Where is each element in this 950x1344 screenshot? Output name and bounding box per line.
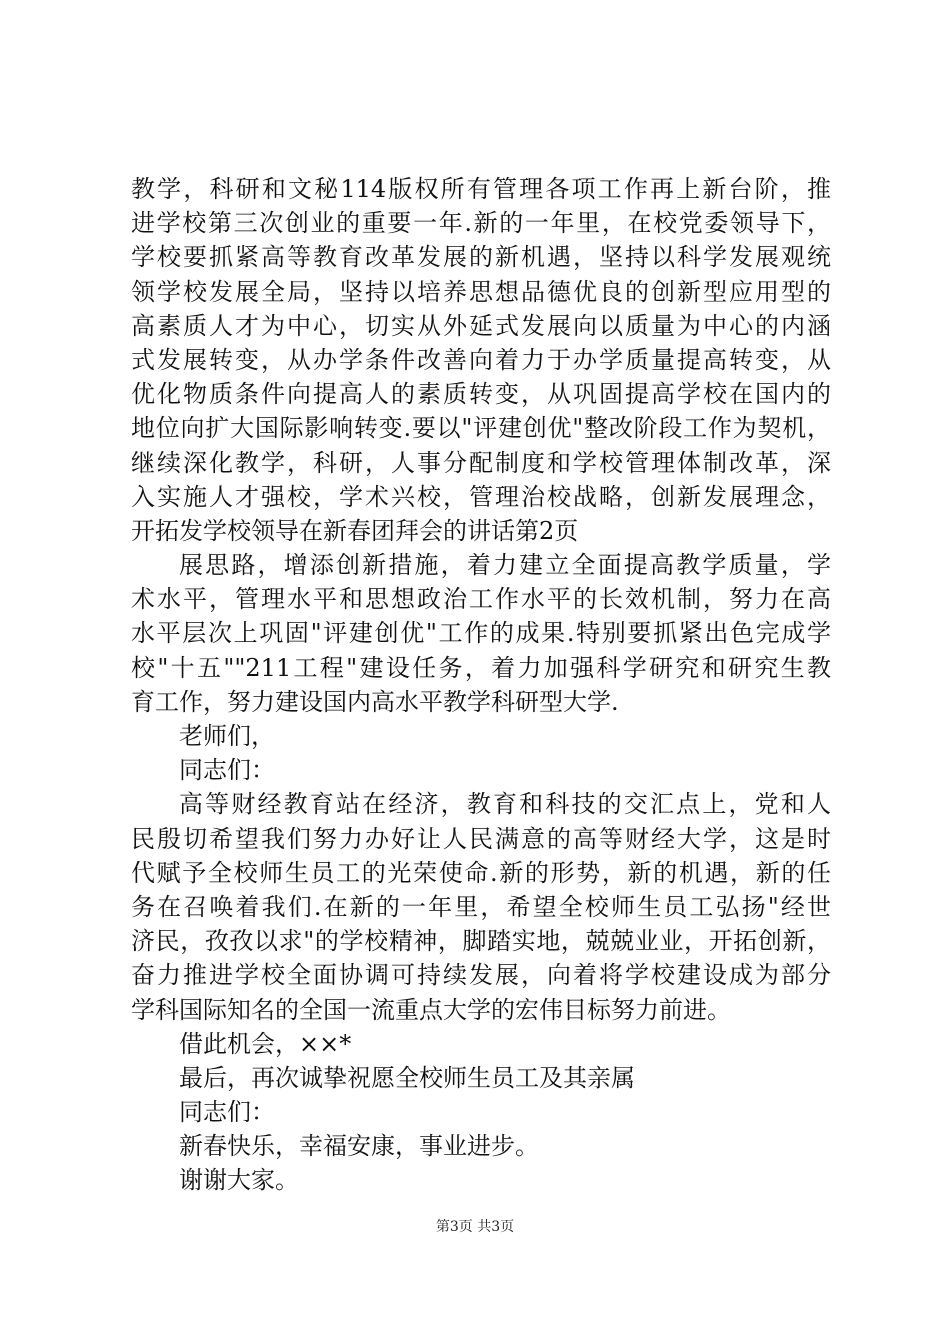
text-line: 民殷切希望我们努力办好让人民满意的高等财经大学，这是时	[131, 824, 831, 853]
text-line: 最后，再次诚挚祝愿全校师生员工及其亲属	[179, 1063, 635, 1092]
text-line: 开拓发学校领导在新春团拜会的讲话第2页	[131, 516, 579, 545]
text-line: 校"十五""211工程"建设任务，着力加强科学研究和研究生教	[131, 653, 831, 682]
text-line: 代赋予全校师生员工的光荣使命.新的形势，新的机遇，新的任	[131, 858, 831, 887]
text-line: 济民，孜孜以求"的学校精神，脚踏实地，兢兢业业，开拓创新，	[131, 927, 831, 956]
text-line: 继续深化教学，科研，人事分配制度和学校管理体制改革，深	[131, 448, 831, 477]
text-line: 借此机会，××*	[179, 1029, 352, 1058]
text-line: 高素质人才为中心，切实从外延式发展向以质量为中心的内涵	[131, 311, 831, 340]
text-line: 术水平，管理水平和思想政治工作水平的长效机制，努力在高	[131, 585, 831, 614]
text-line: 进学校第三次创业的重要一年.新的一年里，在校党委领导下，	[131, 209, 831, 238]
text-line: 教学，科研和文秘114版权所有管理各项工作再上新台阶，推	[131, 175, 831, 203]
text-line: 地位向扩大国际影响转变.要以"评建创优"整改阶段工作为契机，	[131, 414, 831, 443]
text-line: 优化物质条件向提高人的素质转变，从巩固提高学校在国内的	[131, 380, 831, 409]
text-line: 入实施人才强校，学术兴校，管理治校战略，创新发展理念，	[131, 482, 831, 511]
text-line: 老师们，	[179, 722, 275, 750]
text-line: 同志们：	[179, 1098, 275, 1127]
text-line: 奋力推进学校全面协调可持续发展，向着将学校建设成为部分	[131, 961, 831, 990]
document-body	[131, 172, 831, 1198]
text-line: 高等财经教育站在经济，教育和科技的交汇点上，党和人	[179, 790, 831, 819]
text-line: 领学校发展全局，坚持以培养思想品德优良的创新型应用型的	[131, 277, 831, 306]
text-line: 学科国际知名的全国一流重点大学的宏伟目标努力前进。	[131, 995, 731, 1024]
text-line: 新春快乐，幸福安康，事业进步。	[179, 1132, 539, 1161]
text-line: 同志们：	[179, 756, 275, 785]
text-line: 谢谢大家。	[179, 1166, 299, 1195]
text-line: 展思路，增添创新措施，着力建立全面提高教学质量，学	[179, 551, 831, 580]
text-line: 育工作，努力建设国内高水平教学科研型大学.	[131, 687, 619, 716]
page-footer: 第3页 共3页	[435, 1219, 515, 1235]
text-line: 水平层次上巩固"评建创优"工作的成果.特别要抓紧出色完成学	[131, 619, 831, 648]
text-line: 务在召唤着我们.在新的一年里，希望全校师生员工弘扬"经世	[131, 892, 831, 921]
text-line: 式发展转变，从办学条件改善向着力于办学质量提高转变，从	[131, 345, 831, 374]
text-line: 学校要抓紧高等教育改革发展的新机遇，坚持以科学发展观统	[131, 243, 831, 272]
